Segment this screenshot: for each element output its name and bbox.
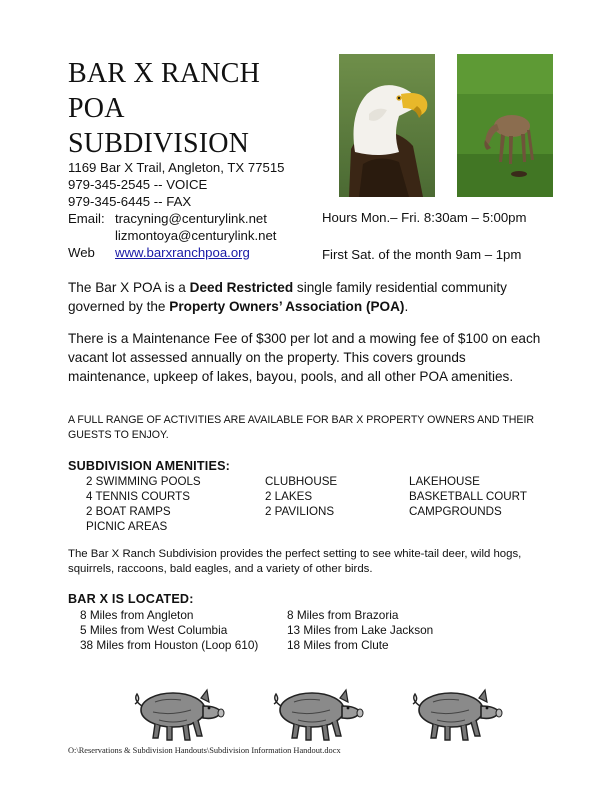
amenity-item: 2 LAKES xyxy=(265,490,313,503)
contact-block xyxy=(68,159,285,261)
amenities-heading: SUBDIVISION AMENITIES: xyxy=(68,459,231,473)
email-row xyxy=(68,210,285,227)
poa-text: Property Owners’ Association (POA) xyxy=(169,299,405,314)
amenities-column-1 xyxy=(86,474,201,534)
email-link-2[interactable]: lizmontoya@centurylink.net xyxy=(115,228,277,243)
address: 1169 Bar X Trail, Angleton, TX 77515 xyxy=(68,160,285,175)
amenity-item: LAKEHOUSE xyxy=(409,475,480,488)
amenity-item: PICNIC AREAS xyxy=(86,520,168,533)
title-line-1: BAR X RANCH xyxy=(68,58,261,89)
location-column-1 xyxy=(80,608,258,653)
web-row xyxy=(68,244,285,261)
location-item: 8 Miles from Angleton xyxy=(80,608,194,622)
office-hours: Hours Mon.– Fri. 8:30am – 5:00pm xyxy=(322,210,527,225)
location-heading: BAR X IS LOCATED: xyxy=(68,592,194,606)
pig-sketch-icon xyxy=(125,680,229,747)
amenities-column-2 xyxy=(265,474,337,519)
maintenance-fee-paragraph: There is a Maintenance Fee of $300 per lot and a mowing fee of $100 on each vacant lot assessed annually on the property. This covers grounds maintenance, upkeep of lakes, bayou, pools, and all other POA amenities. xyxy=(68,331,541,384)
wildlife-paragraph: The Bar X Ranch Subdivision provides the perfect setting to see white-tail deer, wild hogs, squirrels, raccoons, bald eagles, and a variety of other birds. xyxy=(68,548,522,575)
amenities-column-3 xyxy=(409,474,527,519)
location-item: 13 Miles from Lake Jackson xyxy=(287,623,434,637)
web-label: Web xyxy=(68,245,95,260)
title-line-3: SUBDIVISION xyxy=(68,128,250,159)
amenity-item: CAMPGROUNDS xyxy=(409,505,502,518)
location-item: 18 Miles from Clute xyxy=(287,638,389,652)
location-item: 38 Miles from Houston (Loop 610) xyxy=(80,638,259,652)
amenity-item: 2 SWIMMING POOLS xyxy=(86,475,201,488)
pig-sketch-icon xyxy=(403,680,507,747)
amenity-item: 4 TENNIS COURTS xyxy=(86,490,190,503)
website-link[interactable]: www.barxranchpoa.org xyxy=(115,245,250,260)
voice-phone: 979-345-2545 -- VOICE xyxy=(68,177,208,192)
email-label: Email: xyxy=(68,211,105,226)
email-link-1[interactable]: tracyning@centurylink.net xyxy=(115,211,267,226)
intro-paragraph: The Bar X POA is a Deed Restricted single family residential community governed by the Property Owners’ Association (POA). xyxy=(68,280,507,314)
amenity-item: BASKETBALL COURT xyxy=(409,490,527,503)
location-column-2 xyxy=(287,608,433,653)
email-row-2 xyxy=(68,227,285,244)
amenity-item: 2 BOAT RAMPS xyxy=(86,505,171,518)
document-title xyxy=(68,56,260,161)
file-path-footer: O:\Reservations & Subdivision Handouts\Subdivision Information Handout.docx xyxy=(68,746,341,755)
deer-photo xyxy=(457,54,553,197)
amenity-item: CLUBHOUSE xyxy=(265,475,338,488)
deed-restricted-text: Deed Restricted xyxy=(189,280,294,295)
amenity-item: 2 PAVILIONS xyxy=(265,505,335,518)
pig-sketch-icon xyxy=(264,680,368,747)
location-item: 5 Miles from West Columbia xyxy=(80,623,228,637)
fax-number: 979-345-6445 -- FAX xyxy=(68,194,192,209)
title-line-2: POA xyxy=(68,93,125,124)
location-item: 8 Miles from Brazoria xyxy=(287,608,399,622)
saturday-hours: First Sat. of the month 9am – 1pm xyxy=(322,247,522,262)
bald-eagle-photo xyxy=(339,54,435,197)
activities-notice: A FULL RANGE OF ACTIVITIES ARE AVAILABLE FOR BAR X PROPERTY OWNERS AND THEIR GUESTS TO ENJOY. xyxy=(68,414,535,441)
